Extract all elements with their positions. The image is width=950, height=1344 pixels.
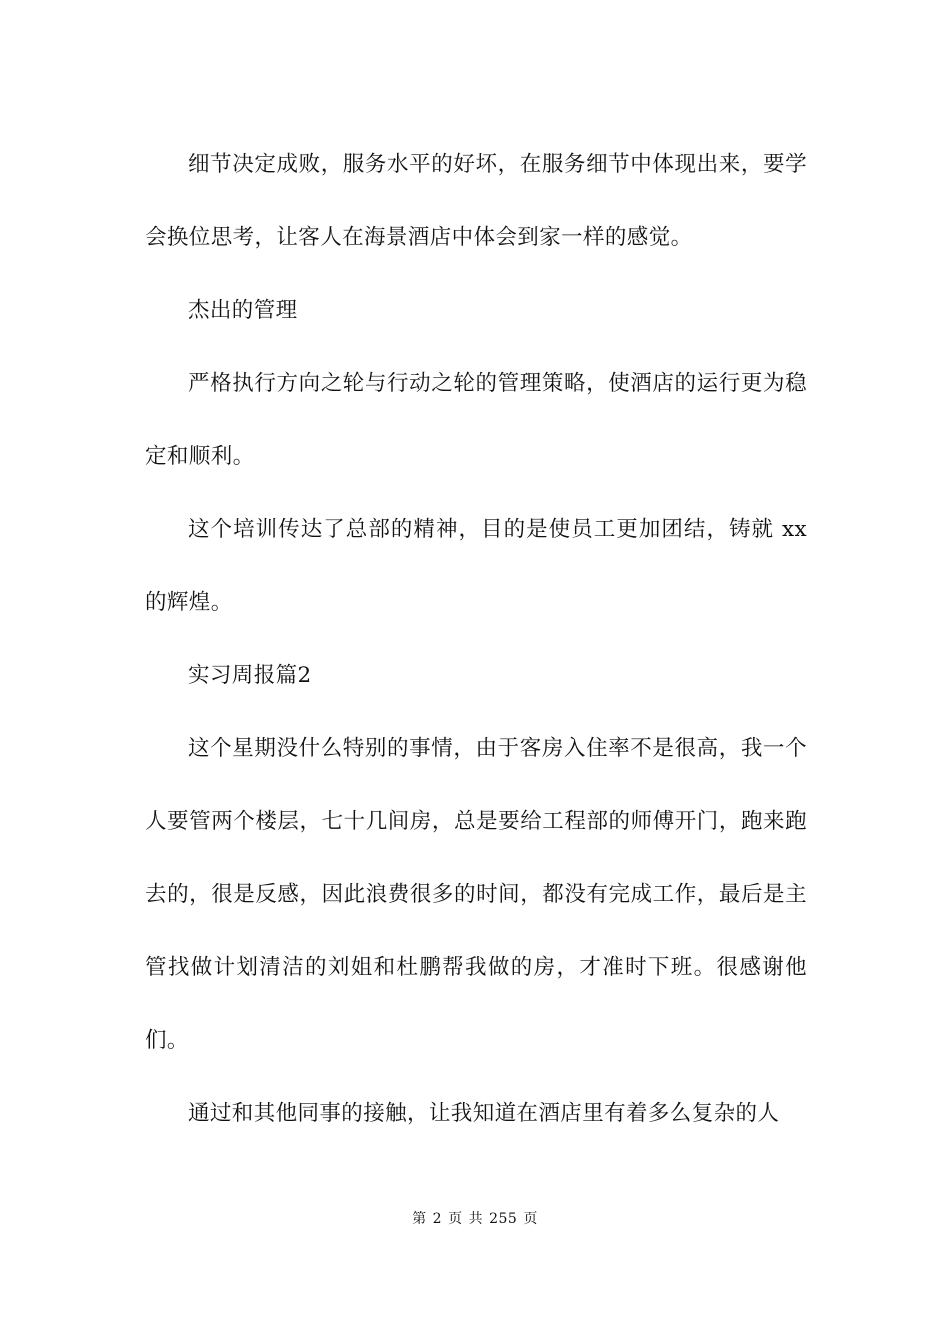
paragraph-training: 这个培训传达了总部的精神，目的是使员工更加团结，铸就 xx 的辉煌。 xyxy=(145,517,807,615)
footer-total-word: 共 xyxy=(468,1211,484,1227)
footer-page-word: 页 xyxy=(448,1211,463,1227)
paragraph-colleagues: 通过和其他同事的接触，让我知道在酒店里有着多么复杂的人 xyxy=(188,1101,780,1126)
section-heading-management: 杰出的管理 xyxy=(188,298,298,323)
paragraph-strategy: 严格执行方向之轮与行动之轮的管理策略，使酒店的运行更为稳定和顺利。 xyxy=(145,371,807,469)
footer-suffix: 页 xyxy=(523,1211,538,1227)
paragraph-week-events: 这个星期没什么特别的事情，由于客房入住率不是很高，我一个人要管两个楼层，七十几间房，总是要给工程部的师傅开门，跑来跑去的，很是反感，因此浪费很多的时间，都没有完成工作，最后是主管找做计划清洁的刘姐和杜鹏帮我做的房，才准时下班。很感谢他们。 xyxy=(145,736,807,1053)
page-footer xyxy=(0,1208,950,1228)
footer-total-pages: 255 xyxy=(489,1211,518,1227)
footer-prefix: 第 xyxy=(412,1211,427,1227)
footer-current-page: 2 xyxy=(432,1211,443,1227)
section-heading-weekly-report: 实习周报篇2 xyxy=(188,663,312,688)
document-body xyxy=(145,128,807,1150)
paragraph-details: 细节决定成败，服务水平的好坏，在服务细节中体现出来，要学会换位思考，让客人在海景酒店中体会到家一样的感觉。 xyxy=(145,152,807,250)
